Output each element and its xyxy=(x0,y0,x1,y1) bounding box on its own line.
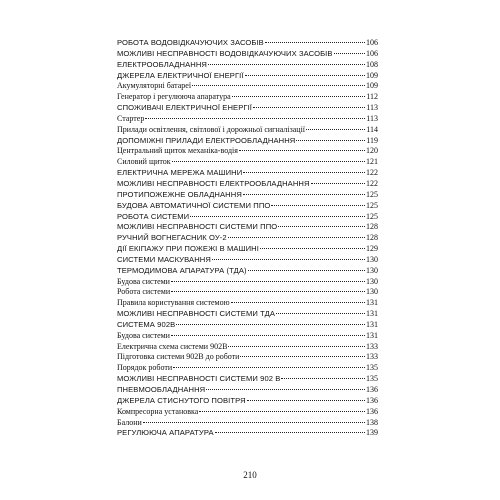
dot-leader xyxy=(228,237,365,238)
toc-entry xyxy=(117,233,378,244)
dot-leader xyxy=(245,75,365,76)
toc-entry-page: 131 xyxy=(366,298,378,308)
toc-entry-page: 136 xyxy=(366,395,378,405)
toc-entry-page: 106 xyxy=(366,38,378,47)
dot-leader xyxy=(208,64,365,65)
toc-entry-page: 139 xyxy=(366,428,378,438)
toc-entry xyxy=(117,146,378,157)
toc-entry-title: Будова системи xyxy=(117,330,170,340)
dot-leader xyxy=(145,118,365,119)
dot-leader xyxy=(253,107,365,108)
toc-entry xyxy=(117,407,378,418)
dot-leader xyxy=(171,291,365,292)
toc-entry-page: 106 xyxy=(366,48,378,58)
toc-entry-page: 136 xyxy=(366,385,378,394)
toc-entry-page: 131 xyxy=(366,319,378,329)
toc-entry xyxy=(117,298,378,309)
table-of-contents xyxy=(117,38,378,439)
toc-entry xyxy=(117,374,378,385)
toc-entry-title: Порядок роботи xyxy=(117,363,173,373)
dot-leader xyxy=(278,226,365,227)
page-number: 210 xyxy=(243,470,257,480)
toc-entry-page: 119 xyxy=(366,135,378,145)
toc-entry-page: 109 xyxy=(366,70,378,80)
toc-entry-title: ДЖЕРЕЛА ЕЛЕКТРИЧНОЇ ЕНЕРГІЇ xyxy=(117,70,244,80)
dot-leader xyxy=(173,367,365,368)
toc-entry-title: СПОЖИВАЧІ ЕЛЕКТРИЧНОЇ ЕНЕРГІЇ xyxy=(117,103,252,113)
dot-leader xyxy=(247,400,365,401)
dot-leader xyxy=(281,378,365,379)
toc-entry-page: 108 xyxy=(366,59,378,69)
toc-entry-page: 136 xyxy=(366,406,378,416)
toc-entry xyxy=(117,103,378,114)
dot-leader xyxy=(243,194,365,195)
toc-entry-title: Центральний щиток механіка-водія xyxy=(117,146,238,156)
dot-leader xyxy=(212,259,365,260)
dot-leader xyxy=(190,216,365,217)
dot-leader xyxy=(276,313,365,314)
toc-entry-title: ПРОТИПОЖЕЖНЕ ОБЛАДНАННЯ xyxy=(117,189,242,199)
toc-entry xyxy=(117,157,378,168)
toc-entry-page: 135 xyxy=(366,374,378,384)
toc-entry-title: Робота системи xyxy=(117,287,171,297)
dot-leader xyxy=(334,53,365,54)
toc-entry-page: 125 xyxy=(366,211,378,221)
dot-leader xyxy=(199,411,365,412)
toc-entry-page: 128 xyxy=(366,233,378,243)
toc-entry-page: 133 xyxy=(366,341,378,351)
toc-entry-page: 122 xyxy=(366,178,378,188)
toc-entry xyxy=(117,352,378,363)
toc-entry-page: 122 xyxy=(366,168,378,178)
toc-entry xyxy=(117,136,378,147)
toc-entry-title: МОЖЛИВІ НЕСПРАВНОСТІ СИСТЕМИ ППО xyxy=(117,222,278,232)
toc-entry-title: ПНЕВМООБЛАДНАННЯ xyxy=(117,385,206,394)
toc-entry-title: ДЖЕРЕЛА СТИСНУТОГО ПОВІТРЯ xyxy=(117,395,246,405)
toc-entry-page: 131 xyxy=(366,330,378,340)
toc-entry xyxy=(117,428,378,439)
toc-entry-page: 112 xyxy=(366,92,378,102)
toc-entry xyxy=(117,277,378,288)
dot-leader xyxy=(228,346,365,347)
toc-entry-title: РУЧНИЙ ВОГНЕГАСНИК ОУ-2 xyxy=(117,233,227,243)
toc-entry-title: Балони xyxy=(117,417,142,427)
dot-leader xyxy=(265,42,365,43)
toc-entry xyxy=(117,92,378,103)
toc-entry xyxy=(117,266,378,277)
toc-entry xyxy=(117,255,378,266)
toc-entry xyxy=(117,244,378,255)
toc-entry-title: Будова системи xyxy=(117,276,170,286)
dot-leader xyxy=(260,248,365,249)
toc-entry xyxy=(117,396,378,407)
toc-entry-title: ЕЛЕКТРИЧНА МЕРЕЖА МАШИНИ xyxy=(117,168,243,178)
toc-entry xyxy=(117,363,378,374)
toc-entry xyxy=(117,179,378,190)
toc-entry xyxy=(117,222,378,233)
toc-entry-page: 131 xyxy=(366,309,378,319)
toc-entry-title: МОЖЛИВІ НЕСПРАВНОСТІ СИСТЕМИ ТДА xyxy=(117,309,276,319)
dot-leader xyxy=(215,432,365,433)
toc-entry-page: 120 xyxy=(366,146,378,156)
toc-entry xyxy=(117,38,378,49)
toc-entry xyxy=(117,418,378,429)
dot-leader xyxy=(231,302,365,303)
toc-entry-page: 133 xyxy=(366,352,378,362)
toc-entry xyxy=(117,385,378,396)
toc-entry-page: 130 xyxy=(366,254,378,264)
toc-entry-page: 113 xyxy=(366,103,378,113)
toc-entry-title: ДОПОМІЖНІ ПРИЛАДИ ЕЛЕКТРООБЛАДНАННЯ xyxy=(117,135,296,145)
toc-entry xyxy=(117,71,378,82)
dot-leader xyxy=(171,281,365,282)
toc-entry-page: 128 xyxy=(366,222,378,232)
toc-entry-title: СИСТЕМА 902В xyxy=(117,319,176,329)
toc-entry-title: МОЖЛИВІ НЕСПРАВНОСТІ ЕЛЕКТРООБЛАДНАННЯ xyxy=(117,178,310,188)
toc-entry xyxy=(117,114,378,125)
toc-entry-title: Силовий щиток xyxy=(117,157,171,167)
toc-entry xyxy=(117,287,378,298)
toc-entry-page: 109 xyxy=(366,81,378,91)
dot-leader xyxy=(206,389,365,390)
dot-leader xyxy=(171,335,365,336)
dot-leader xyxy=(311,183,365,184)
toc-entry-title: МОЖЛИВІ НЕСПРАВНОСТІ СИСТЕМИ 902 В xyxy=(117,374,281,384)
dot-leader xyxy=(172,161,365,162)
dot-leader xyxy=(176,324,365,325)
toc-entry-title: РЕГУЛЮЮЧА АПАРАТУРА xyxy=(117,428,214,438)
toc-entry xyxy=(117,49,378,60)
toc-entry-page: 129 xyxy=(366,244,378,254)
toc-entry-page: 138 xyxy=(366,417,378,427)
toc-entry-page: 113 xyxy=(366,113,378,123)
toc-entry-page: 114 xyxy=(366,124,378,134)
dot-leader xyxy=(232,96,366,97)
toc-entry-page: 121 xyxy=(366,157,378,167)
toc-entry-title: ЕЛЕКТРООБЛАДНАННЯ xyxy=(117,59,208,69)
toc-entry xyxy=(117,60,378,71)
toc-entry-title: Акумуляторні батареї xyxy=(117,81,192,91)
toc-entry-title: РОБОТА ВОДОВІДКАЧУЮЧИХ ЗАСОБІВ xyxy=(117,38,264,47)
toc-entry-title: МОЖЛИВІ НЕСПРАВНОСТІ ВОДОВІДКАЧУЮЧИХ ЗАСОБІВ xyxy=(117,48,333,58)
toc-entry-title: ТЕРМОДИМОВА АПАРАТУРА (ТДА) xyxy=(117,265,247,275)
toc-entry-title: СИСТЕМИ МАСКУВАННЯ xyxy=(117,254,211,264)
toc-entry-page: 130 xyxy=(366,287,378,297)
toc-entry-page: 125 xyxy=(366,200,378,210)
toc-entry-page: 130 xyxy=(366,276,378,286)
dot-leader xyxy=(296,140,365,141)
toc-entry xyxy=(117,212,378,223)
toc-entry xyxy=(117,331,378,342)
toc-entry-title: РОБОТА СИСТЕМИ xyxy=(117,211,190,221)
dot-leader xyxy=(271,205,365,206)
toc-entry-title: Електрична схема системи 902В xyxy=(117,341,228,351)
toc-entry-title: Правила користування системою xyxy=(117,298,230,308)
toc-entry-title: Компресорна установка xyxy=(117,406,199,416)
toc-entry-title: ДІЇ ЕКІПАЖУ ПРИ ПОЖЕЖІ В МАШИНІ xyxy=(117,244,259,254)
toc-entry xyxy=(117,125,378,136)
dot-leader xyxy=(306,129,365,130)
toc-entry xyxy=(117,168,378,179)
dot-leader xyxy=(239,150,365,151)
toc-entry-title: Стартер xyxy=(117,113,145,123)
toc-entry-title: Прилади освітлення, світлової і дорожньої сигналізації xyxy=(117,124,306,134)
dot-leader xyxy=(192,85,365,86)
toc-entry xyxy=(117,201,378,212)
toc-entry xyxy=(117,342,378,353)
toc-entry-title: Підготовка системи 902В до роботи xyxy=(117,352,240,362)
toc-entry-page: 125 xyxy=(366,189,378,199)
dot-leader xyxy=(240,356,365,357)
toc-entry xyxy=(117,190,378,201)
dot-leader xyxy=(243,172,365,173)
toc-entry xyxy=(117,309,378,320)
dot-leader xyxy=(248,270,365,271)
toc-entry-page: 130 xyxy=(366,265,378,275)
toc-entry xyxy=(117,320,378,331)
toc-entry-title: БУДОВА АВТОМАТИЧНОЇ СИСТЕМИ ППО xyxy=(117,200,271,210)
toc-entry-title: Генератор і регулююча апаратура xyxy=(117,92,231,102)
toc-entry xyxy=(117,81,378,92)
toc-entry-page: 135 xyxy=(366,363,378,373)
dot-leader xyxy=(143,422,365,423)
